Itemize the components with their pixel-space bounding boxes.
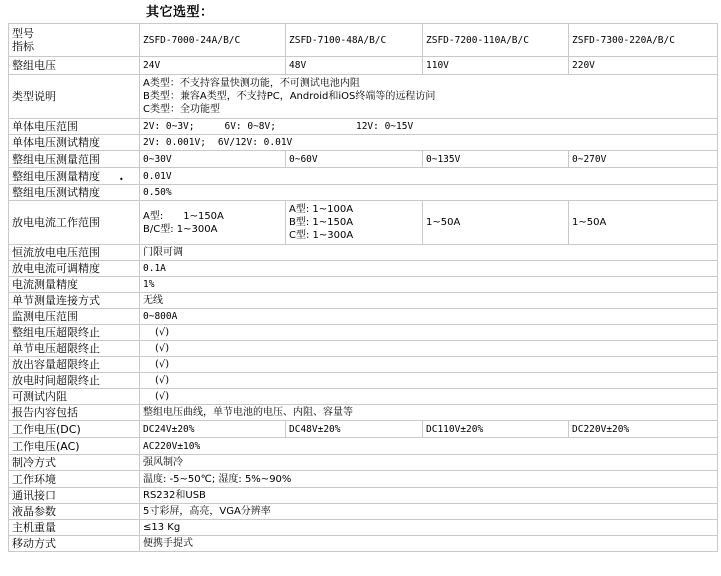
table-row — [9, 277, 718, 293]
table-cell: 0~270V — [569, 151, 718, 168]
row-label: 液晶参数 — [9, 504, 140, 520]
table-row — [9, 57, 718, 75]
row-label: 恒流放电电压范围 — [9, 245, 140, 261]
table-cell: DC24V±20% — [140, 421, 286, 438]
row-label: 工作环境 — [9, 471, 140, 488]
table-cell: DC220V±20% — [569, 421, 718, 438]
check-mark: (√) — [155, 391, 170, 402]
row-label: 移动方式 — [9, 536, 140, 552]
row-label: 放电电流工作范围 — [9, 201, 140, 245]
table-cell — [140, 135, 718, 151]
table-row — [9, 488, 718, 504]
discharge-range-bc: B/C型: 1~300A — [143, 223, 218, 235]
discharge-range-a: A型: 1~100A — [289, 204, 354, 215]
table-cell: 强风制冷 — [140, 455, 718, 471]
row-label: 监测电压范围 — [9, 309, 140, 325]
table-cell: 整组电压曲线，单节电池的电压、内阻、容量等 — [140, 405, 718, 421]
table-row — [9, 405, 718, 421]
table-cell: 0.01V — [140, 168, 718, 185]
table-row — [9, 75, 718, 119]
row-label: 放电时间超限终止 — [9, 373, 140, 389]
header-label-model: 型号 — [12, 27, 34, 40]
table-row — [9, 373, 718, 389]
cell-accuracy-2v: 2V: 0.001V; — [143, 137, 206, 148]
table-cell: 无线 — [140, 293, 718, 309]
spec-table — [8, 23, 718, 552]
row-label: 整组电压超限终止 — [9, 325, 140, 341]
row-label: 工作电压(DC) — [9, 421, 140, 438]
row-label: 整组电压测试精度 — [9, 185, 140, 201]
row-label: 单节电压超限终止 — [9, 341, 140, 357]
table-cell: 1~50A — [569, 201, 718, 245]
table-cell: 便携手提式 — [140, 536, 718, 552]
model-header-2: ZSFD-7100-48A/B/C — [286, 24, 423, 57]
table-cell — [140, 119, 718, 135]
row-label: 整组电压测量精度 — [9, 168, 140, 185]
stray-dot-mark: • — [119, 175, 124, 184]
table-cell: 110V — [423, 57, 569, 75]
table-cell: 0.50% — [140, 185, 718, 201]
row-label: 整组电压 — [9, 57, 140, 75]
table-row — [9, 520, 718, 536]
model-header-4: ZSFD-7300-220A/B/C — [569, 24, 718, 57]
table-cell: 温度: -5~50℃; 湿度: 5%~90% — [140, 471, 718, 488]
table-cell — [286, 201, 423, 245]
table-row — [9, 536, 718, 552]
table-cell: 5寸彩屏，高亮，VGA分辨率 — [140, 504, 718, 520]
table-cell — [140, 325, 718, 341]
type-c-line: C类型：全功能型 — [143, 104, 220, 115]
table-row — [9, 455, 718, 471]
cell-range-2v: 2V: 0~3V; — [143, 121, 195, 132]
table-row — [9, 341, 718, 357]
table-row — [9, 185, 718, 201]
row-label: 单体电压范围 — [9, 119, 140, 135]
discharge-range-a: A型: 1~150A — [143, 210, 224, 222]
cell-range-12v: 12V: 0~15V — [355, 121, 414, 132]
row-label: 整组电压测量范围 — [9, 151, 140, 168]
table-row — [9, 135, 718, 151]
row-label: 工作电压(AC) — [9, 438, 140, 455]
table-cell: 48V — [286, 57, 423, 75]
table-row — [9, 245, 718, 261]
table-row — [9, 389, 718, 405]
table-row — [9, 421, 718, 438]
table-header-row — [9, 24, 718, 57]
table-row — [9, 309, 718, 325]
table-cell: DC48V±20% — [286, 421, 423, 438]
table-cell — [140, 341, 718, 357]
table-row — [9, 325, 718, 341]
table-row — [9, 201, 718, 245]
row-label: 制冷方式 — [9, 455, 140, 471]
table-row — [9, 151, 718, 168]
table-row — [9, 261, 718, 277]
table-row — [9, 293, 718, 309]
table-cell — [140, 357, 718, 373]
page-title: 其它选型： — [146, 5, 214, 20]
table-cell — [140, 201, 286, 245]
table-cell: 0~135V — [423, 151, 569, 168]
row-label: 报告内容包括 — [9, 405, 140, 421]
table-cell — [140, 373, 718, 389]
discharge-range-c: C型: 1~300A — [289, 230, 354, 241]
row-label: 通讯接口 — [9, 488, 140, 504]
model-header-1: ZSFD-7000-24A/B/C — [140, 24, 286, 57]
table-cell: 0~60V — [286, 151, 423, 168]
row-label: 单体电压测试精度 — [9, 135, 140, 151]
table-cell: 0.1A — [140, 261, 718, 277]
header-label-spec: 指标 — [12, 40, 34, 53]
table-cell: 1~50A — [423, 201, 569, 245]
table-row — [9, 119, 718, 135]
table-cell: 24V — [140, 57, 286, 75]
cell-range-6v: 6V: 0~8V; — [224, 121, 276, 132]
check-mark: (√) — [155, 343, 170, 354]
table-cell — [140, 389, 718, 405]
table-cell: 0~800A — [140, 309, 718, 325]
table-row — [9, 357, 718, 373]
row-label: 放电电流可调精度 — [9, 261, 140, 277]
table-cell: 220V — [569, 57, 718, 75]
row-label: 单节测量连接方式 — [9, 293, 140, 309]
check-mark: (√) — [155, 359, 170, 370]
table-cell: 门限可调 — [140, 245, 718, 261]
row-label: 可测试内阻 — [9, 389, 140, 405]
row-label: 主机重量 — [9, 520, 140, 536]
table-row — [9, 438, 718, 455]
model-header-3: ZSFD-7200-110A/B/C — [423, 24, 569, 57]
table-cell: 0~30V — [140, 151, 286, 168]
table-row — [9, 168, 718, 185]
table-cell: AC220V±10% — [140, 438, 718, 455]
check-mark: (√) — [155, 327, 170, 338]
check-mark: (√) — [155, 375, 170, 386]
cell-accuracy-6v12v: 6V/12V: 0.01V — [217, 137, 293, 148]
table-row — [9, 504, 718, 520]
table-cell: DC110V±20% — [423, 421, 569, 438]
row-label: 电流测量精度 — [9, 277, 140, 293]
table-cell: ≤13 Kg — [140, 520, 718, 536]
type-description-cell — [140, 75, 718, 119]
type-a-line: A类型：不支持容量快测功能，不可测试电池内阻 — [143, 78, 360, 89]
table-cell: 1% — [140, 277, 718, 293]
type-b-line: B类型：兼容A类型，不支持PC，Android和iOS终端等的远程访问 — [143, 91, 436, 102]
row-label: 放出容量超限终止 — [9, 357, 140, 373]
discharge-range-b: B型: 1~150A — [289, 217, 354, 228]
table-cell: RS232和USB — [140, 488, 718, 504]
header-label-cell — [9, 24, 140, 57]
table-row — [9, 471, 718, 488]
row-label: 类型说明 — [9, 75, 140, 119]
